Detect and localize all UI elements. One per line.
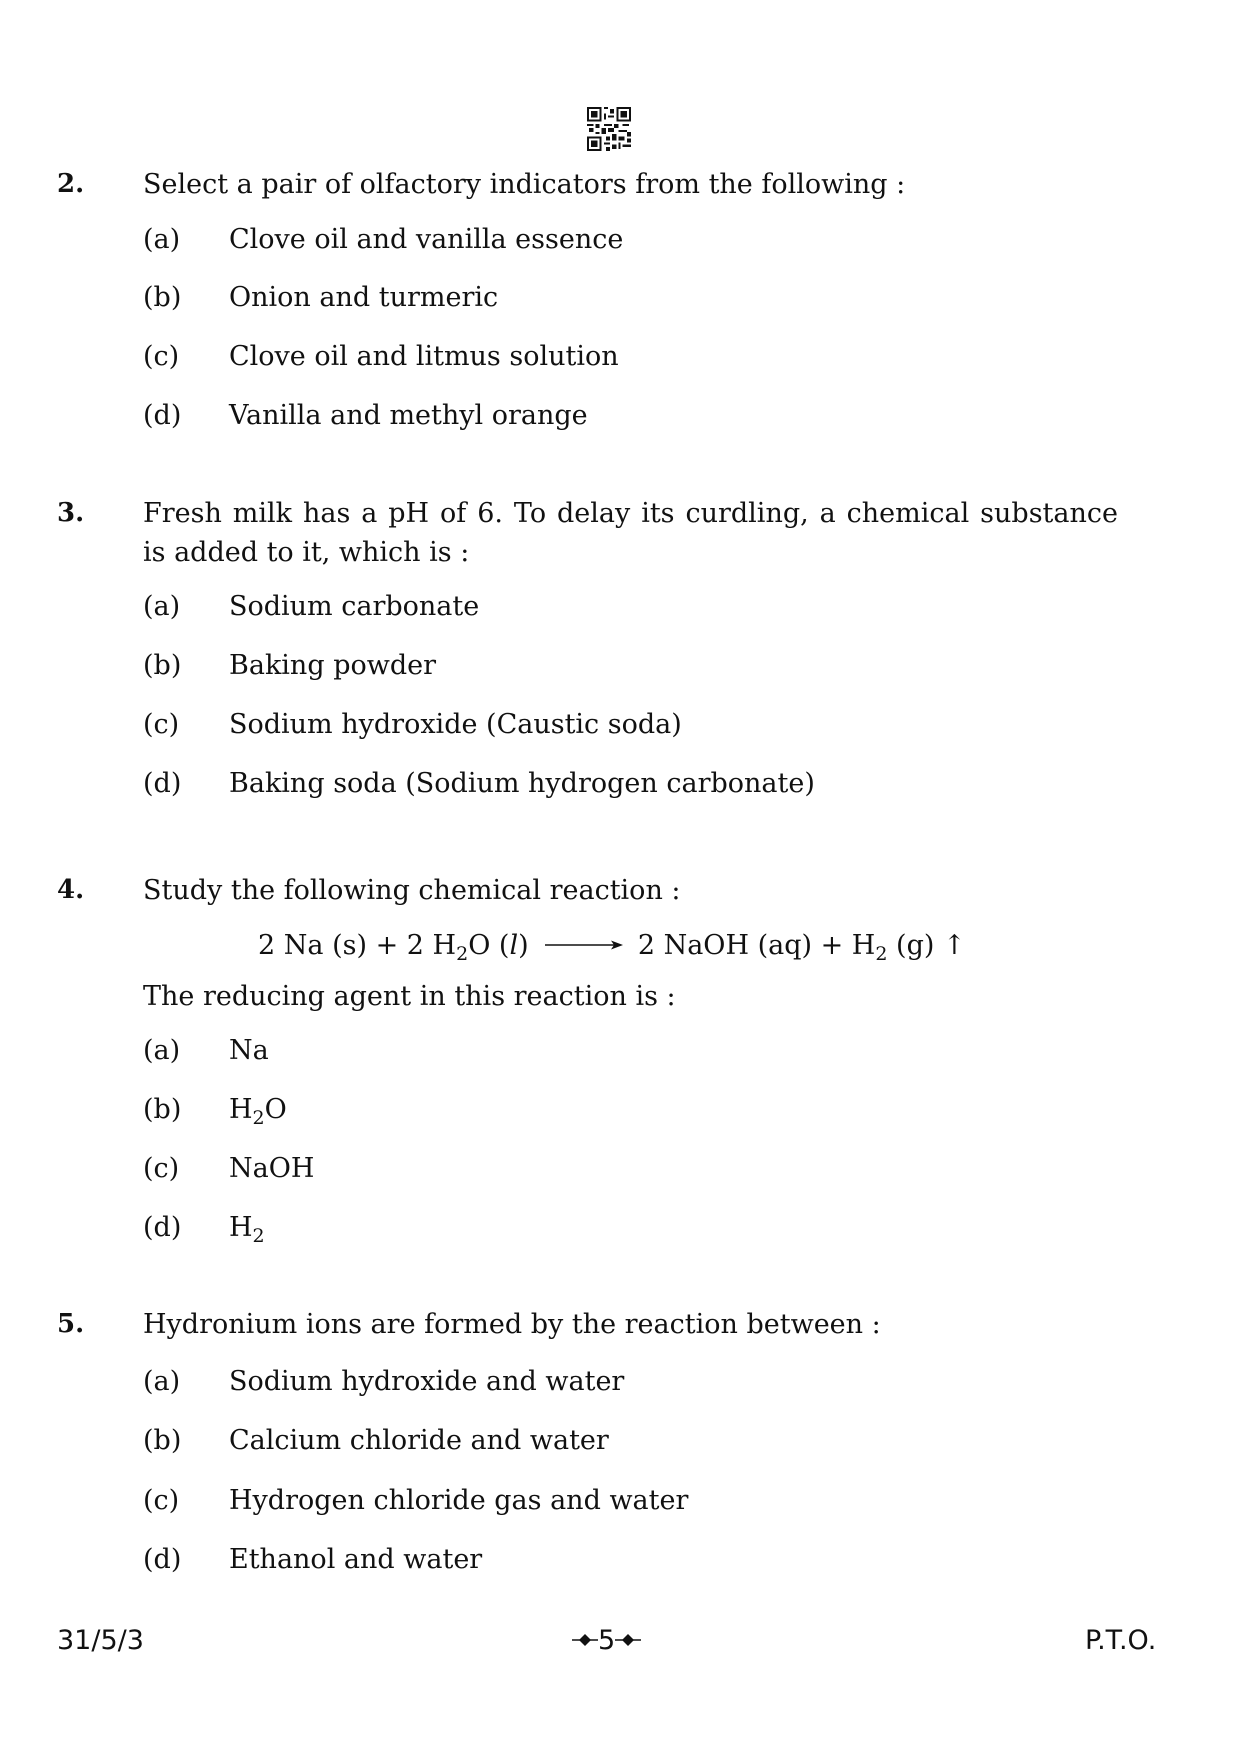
diamond-ornament-icon — [572, 1633, 598, 1647]
option-label: (b) — [143, 282, 182, 313]
option-label: (a) — [143, 1366, 181, 1397]
option-label: (d) — [143, 1544, 182, 1575]
option-label: (c) — [143, 1153, 180, 1184]
qr-code-icon — [587, 107, 631, 151]
formula-subscript: 2 — [252, 1225, 265, 1247]
option-text: Ethanol and water — [229, 1544, 483, 1575]
question-number: 5. — [57, 1309, 85, 1339]
question-number: 2. — [57, 169, 85, 199]
option-label: (c) — [143, 341, 180, 372]
equation-lhs-subscript: 2 — [456, 943, 469, 965]
option-text: Vanilla and methyl orange — [229, 400, 588, 431]
chemical-equation — [258, 929, 966, 963]
page-number-value: 5 — [598, 1625, 616, 1656]
option-label: (d) — [143, 768, 182, 799]
option-text: Baking soda (Sodium hydrogen carbonate) — [229, 768, 815, 799]
question-number: 4. — [57, 875, 85, 905]
option-label: (b) — [143, 1425, 182, 1456]
question-text: Select a pair of olfactory indicators from the following : — [143, 169, 906, 200]
equation-lhs-part: ) — [518, 930, 529, 961]
please-turn-over: P.T.O. — [1085, 1625, 1157, 1656]
question-text: Hydronium ions are formed by the reaction between : — [143, 1309, 881, 1340]
option-label: (c) — [143, 709, 180, 740]
option-text: Baking powder — [229, 650, 437, 681]
diamond-ornament-icon — [615, 1633, 641, 1647]
formula-part: H — [229, 1212, 253, 1243]
option-text: Hydrogen chloride gas and water — [229, 1485, 689, 1516]
option-text: Clove oil and litmus solution — [229, 341, 619, 372]
question-number: 3. — [57, 498, 85, 528]
equation-rhs-subscript: 2 — [875, 943, 888, 965]
option-text — [229, 1212, 265, 1247]
formula-part: H — [229, 1094, 253, 1125]
option-label: (b) — [143, 650, 182, 681]
equation-state-symbol: l — [509, 930, 519, 961]
option-label: (c) — [143, 1485, 180, 1516]
option-text: Sodium hydroxide and water — [229, 1366, 625, 1397]
equation-lhs-part: 2 Na (s) + 2 H — [258, 930, 457, 961]
question-text: Fresh milk has a pH of 6. To delay its curdling, a chemical substance is added to it, which is : — [143, 498, 1118, 568]
equation-rhs-part: (g) ↑ — [887, 930, 966, 961]
paper-code: 31/5/3 — [57, 1625, 144, 1656]
option-label: (a) — [143, 1035, 181, 1066]
option-label: (a) — [143, 591, 181, 622]
option-text: Sodium carbonate — [229, 591, 480, 622]
reaction-arrow-icon — [543, 938, 623, 952]
option-text — [229, 1094, 287, 1129]
option-label: (d) — [143, 400, 182, 431]
option-text: Clove oil and vanilla essence — [229, 224, 624, 255]
equation-lhs-part: O ( — [468, 930, 510, 961]
option-text: Sodium hydroxide (Caustic soda) — [229, 709, 682, 740]
page-number — [572, 1625, 641, 1657]
option-text: Na — [229, 1035, 269, 1066]
equation-rhs-part: 2 NaOH (aq) + H — [637, 930, 876, 961]
option-label: (a) — [143, 224, 181, 255]
question-text: Study the following chemical reaction : — [143, 875, 681, 906]
option-text: Onion and turmeric — [229, 282, 499, 313]
option-label: (b) — [143, 1094, 182, 1125]
question-followup: The reducing agent in this reaction is : — [143, 981, 676, 1012]
option-label: (d) — [143, 1212, 182, 1243]
option-text: NaOH — [229, 1153, 315, 1184]
formula-part: O — [264, 1094, 287, 1125]
formula-subscript: 2 — [252, 1107, 265, 1129]
option-text: Calcium chloride and water — [229, 1425, 609, 1456]
